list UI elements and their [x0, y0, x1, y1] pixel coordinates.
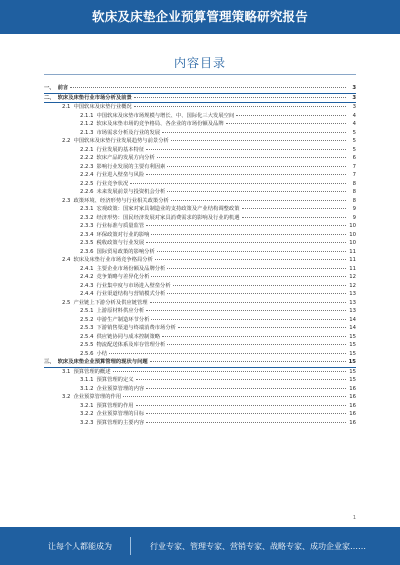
toc-entry[interactable]	[44, 307, 356, 316]
toc-entry[interactable]	[44, 393, 356, 402]
toc-leader-dots	[109, 353, 346, 354]
toc-entry-page: 8	[352, 180, 356, 187]
toc-entry-number: 3.2	[62, 394, 71, 400]
toc-leader-dots	[167, 191, 346, 192]
toc-entry-page: 9	[352, 206, 356, 212]
toc-entry-text: 软床及床垫企业预算管理的现状与问题	[57, 359, 148, 365]
toc-leader-dots	[146, 149, 346, 150]
toc-entry[interactable]	[44, 154, 356, 163]
toc-entry-page: 16	[349, 385, 356, 392]
toc-entry-number: 3.1.1	[80, 377, 94, 383]
toc-entry-number: 2.5.5	[80, 342, 94, 348]
toc-entry-number: 3.2.1	[80, 402, 94, 409]
toc-entry-number: 2.4.1	[80, 265, 94, 272]
toc-leader-dots	[242, 217, 346, 218]
toc-leader-dots	[151, 319, 346, 320]
toc-entry-number: 2.4.2	[80, 274, 94, 280]
toc-entry-page: 16	[349, 402, 356, 409]
toc-entry-page: 14	[349, 316, 356, 323]
toc-entry-number: 2.1.3	[80, 129, 94, 136]
toc-entry[interactable]	[44, 146, 356, 155]
toc-leader-dots	[151, 234, 346, 235]
toc-entry-number: 2.3.6	[80, 248, 94, 255]
toc-entry-number: 2.5.1	[80, 308, 94, 314]
toc-entry-number: 2.3.4	[80, 231, 94, 238]
toc-entry-page: 13	[349, 299, 356, 306]
toc-entry-page: 5	[352, 146, 356, 153]
toc-entry[interactable]	[44, 197, 356, 206]
toc-entry-page: 10	[349, 223, 356, 229]
toc-entry-page: 15	[349, 377, 356, 383]
toc-entry-text: 预算管理的概述	[73, 368, 111, 375]
toc-entry-page: 12	[349, 274, 356, 280]
toc-entry-page: 11	[349, 265, 356, 272]
table-of-contents	[44, 84, 356, 427]
toc-entry[interactable]	[44, 248, 356, 257]
toc-leader-dots	[146, 174, 346, 175]
toc-entry[interactable]	[44, 350, 356, 359]
toc-leader-dots	[178, 327, 346, 328]
toc-leader-dots	[123, 396, 346, 397]
toc-entry-text: 软床及床垫行业市场分析及前景	[57, 94, 132, 101]
toc-entry[interactable]	[44, 171, 356, 180]
toc-entry-number: 2.2.5	[80, 180, 94, 187]
toc-leader-dots	[136, 405, 346, 406]
toc-entry-number: 2.4.3	[80, 282, 94, 289]
toc-entry-text: 主要企业市场份额及品牌分析	[96, 265, 166, 272]
toc-entry-text: 中国软床及床垫市场规模与增长、中、国际化三大发展空间	[96, 112, 235, 119]
toc-leader-dots	[70, 87, 346, 88]
toc-entry-number: 3.2.2	[80, 411, 94, 417]
toc-entry[interactable]	[44, 112, 356, 121]
toc-entry-text: 行业集中度与市场进入壁垒分析	[96, 282, 171, 289]
toc-leader-dots	[157, 157, 346, 158]
toc-entry-text: 上游原材料供应分析	[96, 308, 145, 314]
toc-entry-number: 三、	[44, 359, 55, 365]
toc-entry-number: 2.2	[62, 138, 71, 144]
toc-entry-number: 2.2.6	[80, 189, 94, 195]
toc-entry-text: 中国软床及床垫行业概况	[73, 104, 132, 110]
toc-leader-dots	[167, 166, 346, 167]
toc-entry[interactable]	[44, 410, 356, 419]
toc-leader-dots	[226, 123, 346, 124]
toc-entry-number: 2.3	[62, 197, 71, 204]
toc-entry-page: 11	[349, 257, 356, 263]
toc-entry-number: 2.2.2	[80, 155, 94, 161]
toc-entry-page: 3	[352, 104, 356, 110]
toc-leader-dots	[157, 251, 346, 252]
toc-entry-text: 竞争策略与差异化分析	[96, 274, 150, 280]
toc-entry-text: 行业竞争状况	[96, 180, 129, 187]
footer-slogan-right: 行业专家、管理专家、营销专家、战略专家、成功企业家……	[150, 542, 366, 551]
toc-entry-number: 2.5.4	[80, 333, 94, 340]
toc-entry[interactable]	[44, 273, 356, 282]
toc-entry-page: 3	[352, 85, 356, 91]
toc-entry-text: 经济形势：国民经济发展对家具消费需求的影响及行业的机遇	[96, 214, 240, 221]
toc-entry[interactable]	[44, 419, 356, 428]
toc-entry-text: 市场需求分析及行业的发展	[96, 129, 161, 136]
toc-entry-page: 12	[349, 282, 356, 289]
toc-entry[interactable]	[44, 222, 356, 231]
toc-entry[interactable]	[44, 84, 356, 94]
toc-entry-page: 4	[352, 112, 356, 119]
toc-entry-page: 13	[349, 308, 356, 314]
toc-entry-page: 10	[349, 231, 356, 238]
toc-entry-text: 企业预算管理的目标	[96, 411, 145, 417]
toc-leader-dots	[155, 259, 346, 260]
toc-leader-dots	[236, 115, 346, 116]
toc-entry-page: 15	[349, 342, 356, 348]
toc-entry-number: 2.2.1	[80, 146, 94, 153]
toc-entry[interactable]	[44, 402, 356, 411]
toc-entry-page: 11	[349, 248, 356, 255]
toc-entry-number: 2.2.4	[80, 172, 94, 178]
toc-leader-dots	[167, 344, 346, 345]
toc-entry-text: 供应链协同与成本控制策略	[96, 333, 161, 340]
toc-entry-number: 2.5.6	[80, 350, 94, 357]
toc-entry-text: 预算管理的作用	[96, 402, 134, 409]
toc-entry[interactable]	[44, 265, 356, 274]
toc-entry-text: 国际贸易政策的影响分析	[96, 248, 155, 255]
toc-entry-page: 15	[349, 350, 356, 357]
toc-leader-dots	[151, 276, 346, 277]
toc-entry-text: 环保政策对行业的影响	[96, 231, 150, 238]
toc-entry[interactable]	[44, 290, 356, 299]
toc-entry[interactable]	[44, 94, 356, 104]
toc-entry-number: 2.1.1	[80, 112, 94, 119]
footer-divider	[130, 537, 131, 555]
toc-entry-page: 5	[352, 138, 356, 144]
toc-entry[interactable]	[44, 188, 356, 197]
toc-leader-dots	[150, 361, 346, 362]
toc-entry-page: 15	[349, 333, 356, 340]
toc-entry-page: 14	[349, 325, 356, 331]
toc-entry-text: 下游销售渠道与终端消费市场分析	[96, 325, 176, 331]
toc-entry[interactable]	[44, 385, 356, 394]
toc-entry-text: 宏观政策：国家对家具制造业的支持政策及产业结构调整政策	[96, 206, 240, 212]
toc-entry-number: 2.2.3	[80, 163, 94, 170]
toc-leader-dots	[167, 293, 346, 294]
toc-entry-page: 16	[349, 411, 356, 417]
toc-entry-page: 5	[352, 129, 356, 136]
toc-entry-page: 9	[352, 214, 356, 221]
toc-entry-text: 预算管理的主要内容	[96, 419, 145, 426]
toc-entry[interactable]	[44, 299, 356, 308]
toc-entry-text: 物流配送体系及库存管理分析	[96, 342, 166, 348]
toc-leader-dots	[134, 106, 346, 107]
toc-entry-number: 2.5	[62, 299, 71, 306]
toc-entry-number: 2.1.2	[80, 121, 94, 127]
toc-entry-text: 小结	[96, 350, 108, 357]
toc-leader-dots	[171, 200, 346, 201]
toc-entry-number: 2.4.4	[80, 291, 94, 297]
toc-entry[interactable]	[44, 256, 356, 265]
toc-entry-number: 2.4	[62, 257, 71, 263]
toc-leader-dots	[162, 336, 346, 337]
toc-entry-page: 15	[348, 359, 356, 365]
toc-leader-dots	[146, 413, 346, 414]
toc-entry-text: 行业渠道结构与营销模式分析	[96, 291, 166, 297]
toc-entry[interactable]	[44, 180, 356, 189]
toc-leader-dots	[134, 97, 346, 98]
toc-entry-text: 行业发展的基本特征	[96, 146, 145, 153]
toc-entry-number: 2.5.3	[80, 325, 94, 331]
toc-entry[interactable]	[44, 282, 356, 291]
toc-entry-text: 中游生产制造环节分析	[96, 316, 150, 323]
toc-divider	[44, 74, 356, 75]
toc-leader-dots	[150, 302, 346, 303]
toc-entry-text: 软床及床垫行业市场竞争格局分析	[73, 257, 153, 263]
footer-slogan-left: 让每个人都能成为	[48, 542, 112, 551]
toc-entry-text: 企业预算管理的内容	[96, 385, 145, 392]
toc-entry-page: 10	[349, 240, 356, 246]
toc-entry-page: 7	[352, 172, 356, 178]
toc-entry-text: 前言	[57, 85, 69, 91]
toc-entry-text: 税收政策与行业发展	[96, 240, 145, 246]
toc-leader-dots	[146, 310, 346, 311]
toc-entry-text: 产业链上下游分析及供应链管理	[73, 299, 148, 306]
toc-entry[interactable]	[44, 103, 356, 112]
toc-entry-number: 2.3.1	[80, 206, 94, 212]
toc-entry-number: 一、	[44, 85, 55, 91]
toc-entry[interactable]	[44, 239, 356, 248]
toc-entry[interactable]	[44, 129, 356, 138]
page-number: 1	[352, 515, 356, 521]
toc-entry[interactable]	[44, 376, 356, 385]
toc-entry[interactable]	[44, 368, 356, 377]
toc-entry[interactable]	[44, 333, 356, 342]
toc-entry-page: 3	[352, 94, 356, 101]
toc-entry[interactable]	[44, 341, 356, 350]
toc-title: 内容目录	[173, 56, 226, 70]
toc-entry[interactable]	[44, 358, 356, 368]
toc-entry[interactable]	[44, 163, 356, 172]
toc-entry-text: 软床及床垫市场的竞争格局、各企业的市场份额及品牌	[96, 121, 224, 127]
toc-entry-page: 8	[352, 189, 356, 195]
toc-entry[interactable]	[44, 205, 356, 214]
toc-entry-page: 16	[349, 419, 356, 426]
toc-entry-text: 未来发展前景与投资机会分析	[96, 189, 166, 195]
toc-leader-dots	[130, 183, 346, 184]
report-title: 软床及床垫企业预算管理策略研究报告	[92, 9, 308, 24]
toc-leader-dots	[171, 140, 346, 141]
toc-entry-text: 软床产品的发展方向分析	[96, 155, 155, 161]
toc-leader-dots	[146, 225, 346, 226]
footer-banner	[0, 527, 400, 565]
toc-leader-dots	[136, 379, 346, 380]
toc-leader-dots	[146, 388, 346, 389]
toc-entry-page: 8	[352, 197, 356, 204]
toc-entry-number: 3.2.3	[80, 419, 94, 426]
toc-entry[interactable]	[44, 316, 356, 325]
toc-entry-page: 7	[352, 163, 356, 170]
toc-leader-dots	[146, 422, 346, 423]
toc-entry-text: 预算管理的定义	[96, 377, 134, 383]
toc-entry-page: 15	[349, 368, 356, 375]
toc-entry-text: 政策环境、经济形势与行业相关政策分析	[73, 197, 169, 204]
toc-entry-text: 企业预算管理的作用	[73, 394, 122, 400]
report-header	[0, 0, 400, 34]
toc-entry-page: 6	[352, 155, 356, 161]
toc-entry[interactable]	[44, 231, 356, 240]
toc-entry-text: 中国软床及床垫行业发展趋势与前景分析	[73, 138, 169, 144]
toc-entry[interactable]	[44, 214, 356, 223]
toc-entry-number: 2.3.2	[80, 214, 94, 221]
toc-entry-number: 二、	[44, 94, 55, 101]
toc-entry-page: 16	[349, 394, 356, 400]
toc-entry[interactable]	[44, 120, 356, 129]
toc-leader-dots	[173, 285, 346, 286]
toc-entry-number: 2.3.3	[80, 223, 94, 229]
toc-entry-text: 行业标准与质量监管	[96, 223, 145, 229]
toc-leader-dots	[113, 371, 346, 372]
toc-leader-dots	[146, 242, 346, 243]
toc-leader-dots	[242, 208, 346, 209]
toc-leader-dots	[162, 132, 346, 133]
toc-entry-number: 2.5.2	[80, 316, 94, 323]
toc-entry-page: 13	[349, 291, 356, 297]
toc-entry-number: 2.1	[62, 104, 71, 110]
toc-leader-dots	[167, 268, 346, 269]
toc-entry-number: 2.3.5	[80, 240, 94, 246]
toc-entry-number: 3.1	[62, 368, 71, 375]
toc-entry-number: 3.1.2	[80, 385, 94, 392]
toc-entry-page: 4	[352, 121, 356, 127]
toc-entry[interactable]	[44, 324, 356, 333]
toc-entry[interactable]	[44, 137, 356, 146]
toc-entry-text: 行业进入壁垒与风险	[96, 172, 145, 178]
toc-entry-text: 影响行业发展的主要有利因素	[96, 163, 166, 170]
